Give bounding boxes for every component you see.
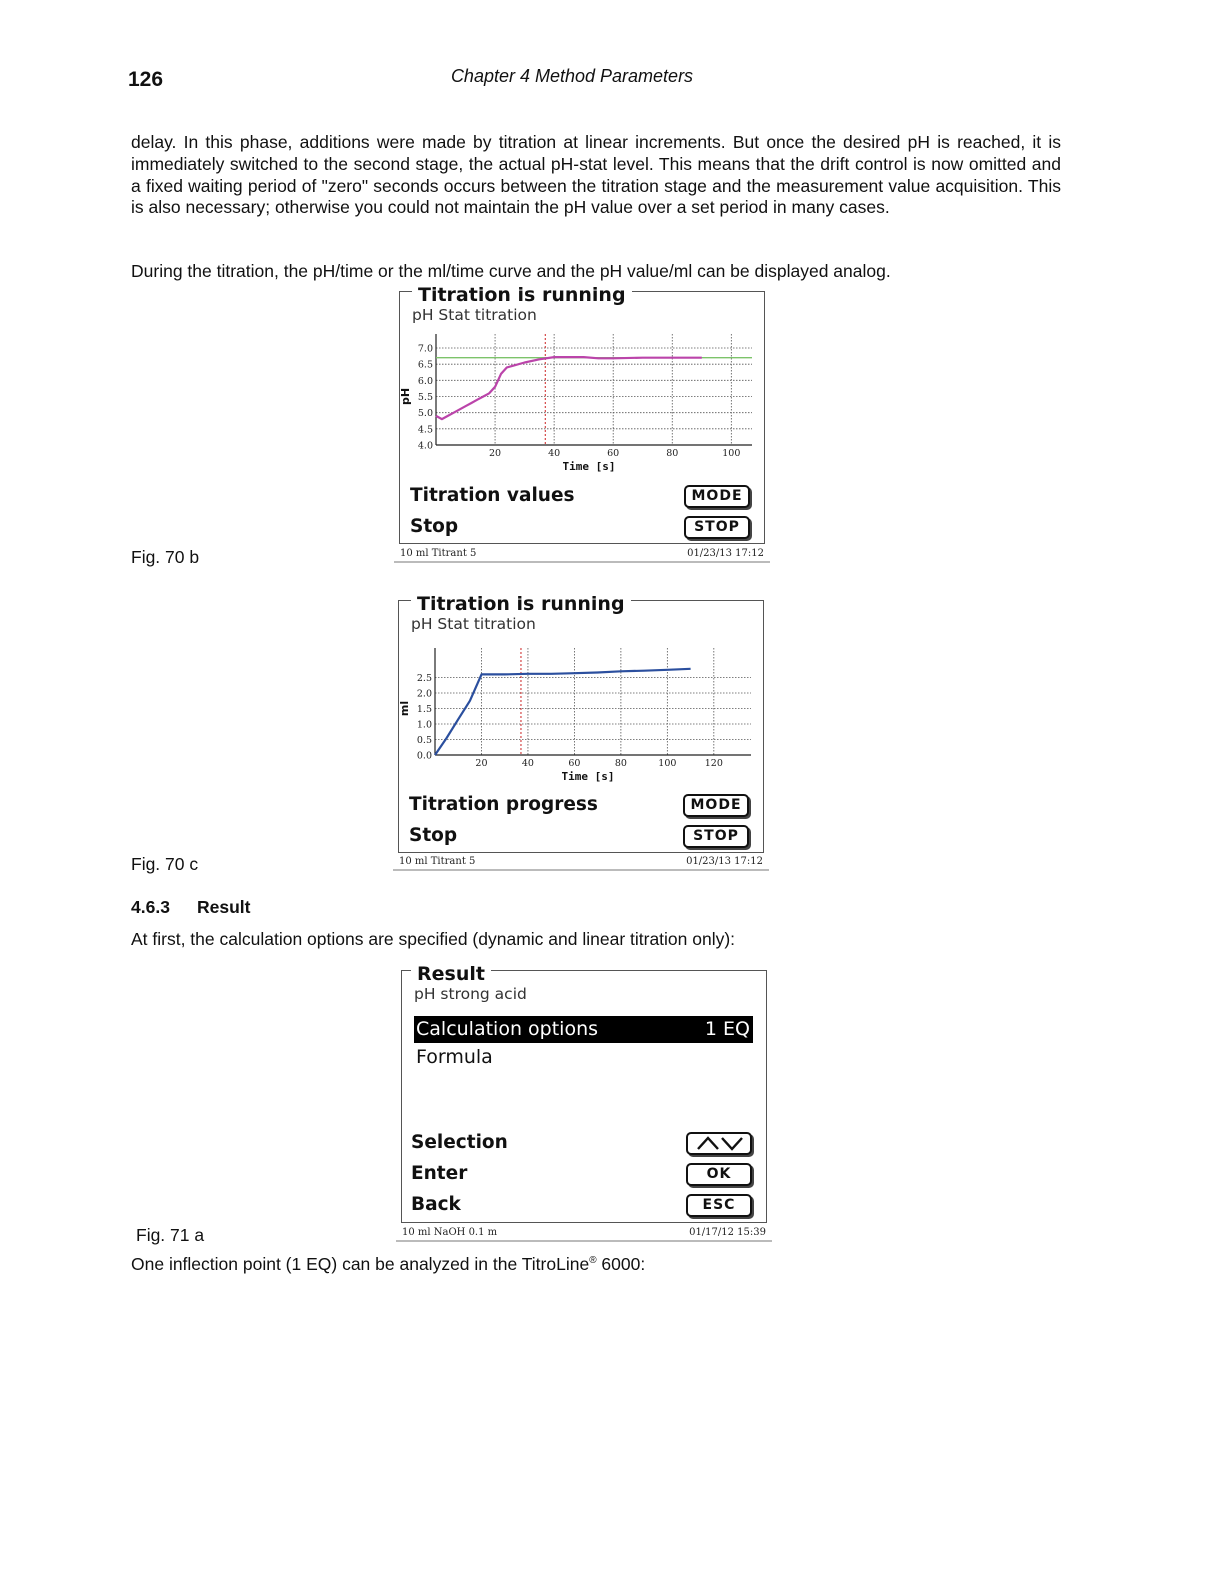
softkey-label-enter: Enter: [411, 1163, 468, 1184]
y-tick-label: 1.0: [416, 719, 432, 731]
y-tick-label: 4.0: [417, 440, 433, 452]
device-screen-70c: [393, 592, 769, 874]
x-tick-label: 100: [658, 758, 677, 769]
y-tick-label: 2.5: [416, 673, 432, 684]
figure-label-71a: Fig. 71 a: [136, 1225, 205, 1245]
esc-button[interactable]: ESC: [686, 1194, 752, 1217]
x-axis-label: Time [s]: [561, 770, 615, 783]
status-datetime: 01/23/13 17:12: [686, 856, 763, 867]
y-tick-label: 0.0: [416, 750, 432, 762]
y-tick-label: 2.0: [416, 688, 432, 700]
y-tick-label: 5.0: [417, 408, 433, 420]
section-heading: [131, 897, 250, 918]
x-tick-label: 40: [548, 448, 561, 459]
menu-item-label: Formula: [416, 1046, 493, 1068]
body-paragraph-1: delay. In this phase, additions were made by titration at linear increments. But once the desired pH is reached, it is immediately switched to the second stage, the actual pH-stat level. This means that the drift control is now omitted and a fixed waiting period of "zero" seconds occurs between the titration stage and the measurement value acquisition. This is also necessary; otherwise you could not maintain the pH value over a set period in many cases.: [131, 132, 1061, 218]
softkey-label-selection: Selection: [411, 1132, 508, 1153]
status-left: 10 ml NaOH 0.1 m: [402, 1227, 498, 1238]
screen-title: Titration is running: [411, 593, 631, 615]
stop-button[interactable]: STOP: [684, 516, 750, 539]
figure-label-70c: Fig. 70 c: [131, 854, 199, 874]
softkey-label-titration-progress: Titration progress: [409, 794, 598, 815]
softkey-label-titration-values: Titration values: [410, 485, 575, 506]
screen-title: Titration is running: [412, 284, 632, 306]
page-number: 126: [128, 68, 164, 91]
mode-button[interactable]: MODE: [683, 794, 749, 817]
y-tick-label: 4.5: [417, 424, 433, 436]
softkey-label-stop: Stop: [409, 825, 458, 846]
body-final-line: [131, 1254, 645, 1275]
x-axis-label: Time [s]: [562, 460, 616, 473]
status-datetime: 01/17/12 15:39: [689, 1227, 766, 1238]
registered-mark: ®: [589, 1255, 597, 1267]
status-divider: [394, 561, 770, 563]
stop-button[interactable]: STOP: [683, 825, 749, 848]
x-tick-label: 60: [568, 758, 581, 769]
y-tick-label: 6.0: [417, 375, 433, 387]
x-tick-label: 100: [722, 448, 741, 459]
x-tick-label: 40: [521, 758, 534, 769]
status-divider: [396, 1240, 772, 1242]
screen-subtitle: pH strong acid: [414, 985, 527, 1003]
status-divider: [393, 869, 769, 871]
y-axis-label: ml: [398, 700, 411, 717]
softkey-label-back: Back: [411, 1194, 461, 1215]
final-line-text: One inflection point (1 EQ) can be analyzed in the TitroLine: [131, 1254, 590, 1274]
status-left: 10 ml Titrant 5: [400, 548, 477, 559]
device-screen-71a: [396, 962, 772, 1244]
ml-time-chart: [398, 640, 763, 786]
y-axis-label: pH: [399, 387, 412, 406]
softkey-label-stop: Stop: [410, 516, 459, 537]
y-tick-label: 6.5: [417, 359, 433, 371]
y-tick-label: 5.5: [417, 392, 433, 403]
screen-title: Result: [411, 963, 491, 985]
x-tick-label: 80: [666, 448, 679, 459]
x-tick-label: 60: [607, 448, 620, 459]
x-tick-label: 80: [614, 758, 627, 769]
up-down-arrows-button[interactable]: [686, 1132, 752, 1155]
screen-subtitle: pH Stat titration: [412, 306, 537, 324]
x-tick-label: 20: [489, 448, 502, 459]
y-tick-label: 0.5: [416, 735, 432, 746]
menu-item-label: Calculation options: [416, 1018, 599, 1040]
mode-button[interactable]: MODE: [684, 485, 750, 508]
y-tick-label: 7.0: [417, 343, 433, 355]
status-left: 10 ml Titrant 5: [399, 856, 476, 867]
menu-item-value: 1 EQ: [704, 1018, 750, 1040]
body-paragraph-2: During the titration, the pH/time or the ml/time curve and the pH value/ml can be displayed analog.: [131, 261, 891, 281]
x-tick-label: 120: [704, 758, 723, 769]
figure-label-70b: Fig. 70 b: [131, 547, 200, 567]
menu-item-formula[interactable]: [414, 1044, 753, 1071]
chapter-title: Chapter 4 Method Parameters: [450, 66, 694, 86]
section-title: Result: [197, 897, 251, 917]
x-tick-label: 20: [475, 758, 488, 769]
ph-time-chart: [399, 333, 764, 478]
section-number: 4.6.3: [131, 897, 170, 917]
series-line-pH: [436, 357, 702, 419]
y-tick-label: 1.5: [416, 704, 432, 715]
screen-subtitle: pH Stat titration: [411, 615, 536, 633]
series-line-ml: [435, 669, 691, 755]
body-paragraph-3: At first, the calculation options are specified (dynamic and linear titration only):: [131, 929, 736, 949]
status-datetime: 01/23/13 17:12: [687, 548, 764, 559]
up-down-arrows-icon: [688, 1134, 750, 1153]
menu-item-calculation-options[interactable]: [414, 1016, 753, 1043]
ok-button[interactable]: OK: [686, 1163, 752, 1186]
device-screen-70b: [394, 283, 770, 565]
final-line-suffix: 6000:: [596, 1254, 646, 1274]
